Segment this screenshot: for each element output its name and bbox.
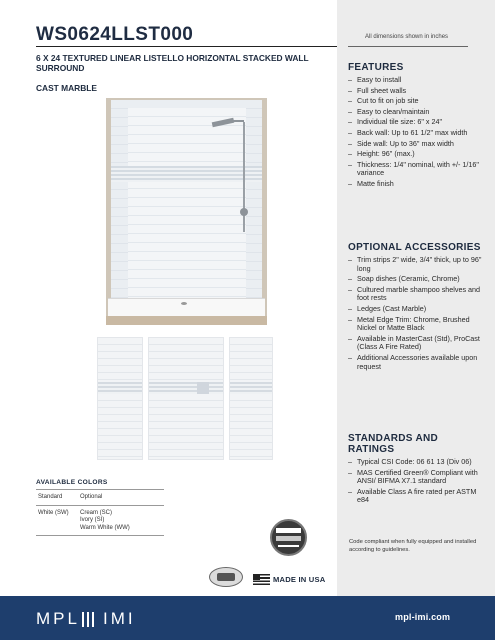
logo-separator-icon xyxy=(81,612,98,627)
shower-installation-photo xyxy=(106,98,267,325)
colors-header-optional: Optional xyxy=(80,494,103,500)
features-title: FEATURES xyxy=(348,62,404,73)
website-link[interactable]: mpl-imi.com xyxy=(395,612,451,622)
list-item: – Thickness: 1/4" nominal, with +/- 1/16" variance xyxy=(348,161,483,178)
list-item: – Additional Accessories available upon request xyxy=(348,354,483,371)
made-in-usa-label: MADE IN USA xyxy=(273,575,326,584)
certification-badge-icon xyxy=(270,519,307,556)
list-item: – Full sheet walls xyxy=(348,87,483,96)
wall-panel-right xyxy=(229,337,273,460)
sidebar-divider xyxy=(348,46,468,47)
title-divider xyxy=(36,46,337,47)
certification-logo-icon xyxy=(209,567,243,587)
list-item: – Typical CSI Code: 06 61 13 (Div 06) xyxy=(348,458,483,467)
list-item: – Soap dishes (Ceramic, Chrome) xyxy=(348,275,483,284)
us-flag-icon xyxy=(253,574,270,585)
list-item: – Cultured marble shampoo shelves and foot rests xyxy=(348,286,483,303)
list-item: – Available in MasterCast (Std), ProCast (Class A Fire Rated) xyxy=(348,335,483,352)
company-logo xyxy=(36,609,136,629)
available-colors-title: AVAILABLE COLORS xyxy=(36,479,108,486)
colors-header-row xyxy=(36,489,164,505)
list-item: – Trim strips 2" wide, 3/4" thick, up to 96" long xyxy=(348,256,483,273)
list-item: – Side wall: Up to 36" max width xyxy=(348,140,483,149)
optional-accessories-title: OPTIONAL ACCESSORIES xyxy=(348,242,481,253)
features-section xyxy=(348,62,483,191)
list-item: – Back wall: Up to 61 1/2" max width xyxy=(348,129,483,138)
list-item: – Cut to fit on job site xyxy=(348,97,483,106)
list-item: – MAS Certified Green® Compliant with ANSI/ BIFMA X7.1 standard xyxy=(348,469,483,486)
wall-panel-back xyxy=(148,337,224,460)
product-subtitle: 6 X 24 TEXTURED LINEAR LISTELLO HORIZONTAL STACKED WALL SURROUND xyxy=(36,53,309,73)
list-item: – Individual tile size: 6" x 24" xyxy=(348,118,483,127)
color-standard-value: White (SW) xyxy=(38,509,69,516)
colors-header-standard: Standard xyxy=(38,494,63,500)
list-item: – Ledges (Cast Marble) xyxy=(348,305,483,314)
available-colors-table xyxy=(36,489,164,536)
list-item: – Easy to install xyxy=(348,76,483,85)
logo-text-left: MPL xyxy=(36,609,80,628)
standards-title: STANDARDS AND RATINGS xyxy=(348,433,439,455)
optional-accessories-section xyxy=(348,242,483,373)
dimensions-note: All dimensions shown in inches xyxy=(365,34,449,40)
table-row xyxy=(36,505,164,537)
standards-section xyxy=(348,433,483,507)
list-item: – Metal Edge Trim: Chrome, Brushed Nickel or Matte Black xyxy=(348,316,483,333)
product-code-title: WS0624LLST000 xyxy=(36,24,194,45)
color-optional-values: Cream (SC) Ivory (SI) Warm White (WW) xyxy=(80,509,130,531)
list-item: – Matte finish xyxy=(348,180,483,189)
logo-text-right: IMI xyxy=(102,609,136,628)
list-item: – Easy to clean/maintain xyxy=(348,108,483,117)
code-compliance-note: Code compliant when fully equipped and installed according to guidelines. xyxy=(349,539,477,553)
wall-panel-left xyxy=(97,337,143,460)
list-item: – Height: 96" (max.) xyxy=(348,150,483,159)
list-item: – Available Class A fire rated per ASTM e84 xyxy=(348,488,483,505)
product-material: CAST MARBLE xyxy=(36,83,97,93)
